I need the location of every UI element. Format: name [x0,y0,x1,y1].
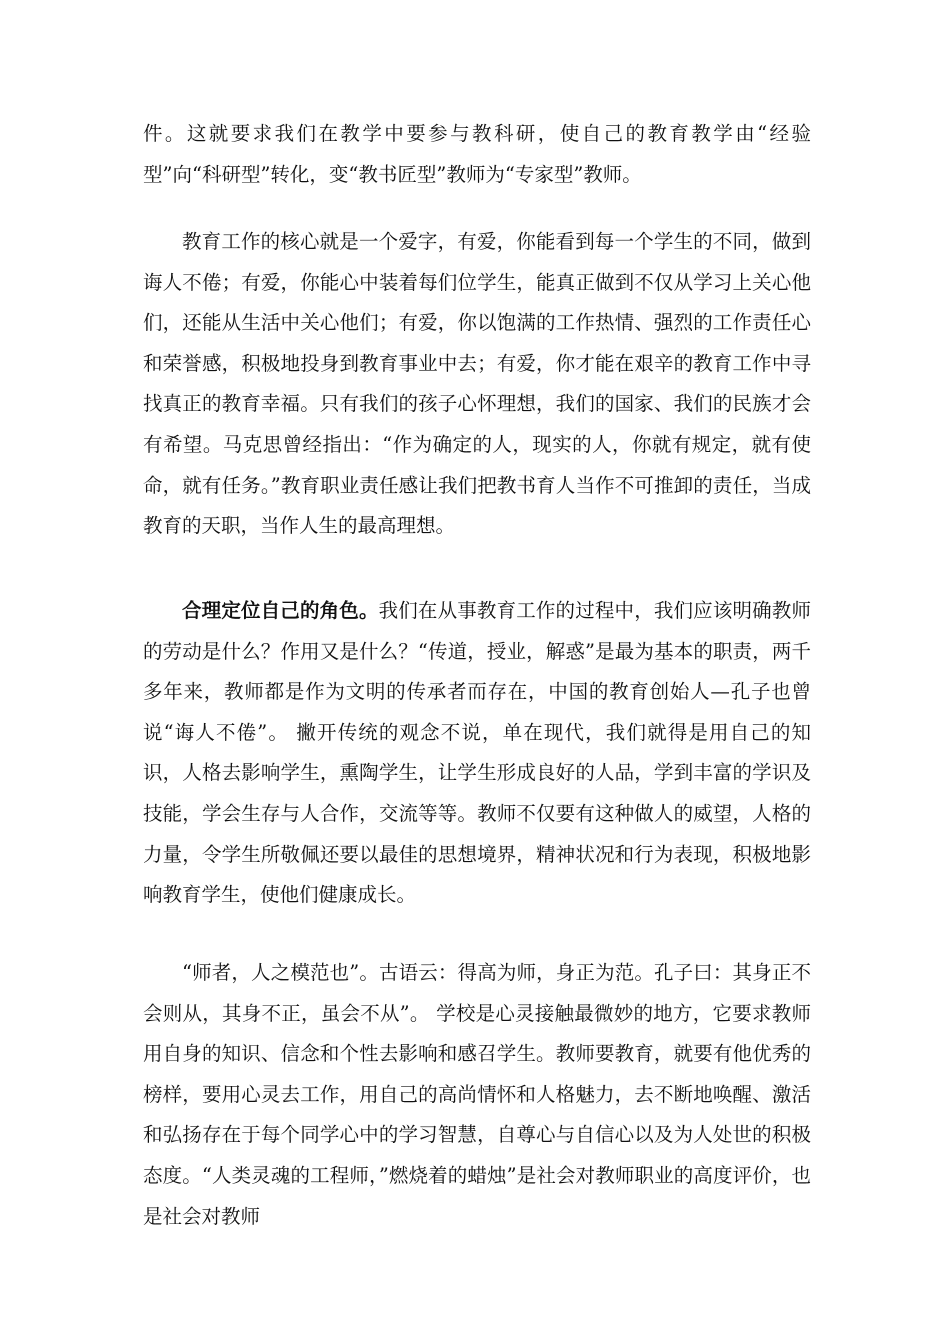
paragraph-continuation [143,114,811,195]
paragraph-text: 我们在从事教育工作的过程中，我们应该明确教师的劳动是什么？作用又是什么？“传道，授业，解惑”是最为基本的职责，两千多年来，教师都是作为文明的传承者而存在，中国的教育创始人—孔子也曾说“诲人不倦”。 撇开传统的观念不说，单在现代，我们就得是用自己的知识，人格去影响学生，熏陶学生，让学生形成良好的人品，学到丰富的学识及技能，学会生存与人合作，交流等等。教师不仅要有这种做人的威望，人格的力量，令学生所敬佩还要以最佳的思想境界，精神状况和行为表现，积极地影响教育学生，使他们健康成长。 [143,599,811,907]
paragraph-teacher-as-model [143,953,811,1237]
paragraph-lead-heading: 合理定位自己的角色。 [182,599,379,622]
paragraph-love-in-education [143,222,811,547]
paragraph-text: 件。这就要求我们在教学中要参与教科研，使自己的教育教学由“经验型”向“科研型”转化，变“教书匠型”教师为“专家型”教师。 [143,122,811,186]
paragraph-role-positioning [143,591,811,916]
paragraph-text: 教育工作的核心就是一个爱字，有爱，你能看到每一个学生的不同，做到诲人不倦；有爱，你能心中装着每们位学生，能真正做到不仅从学习上关心他们，还能从生活中关心他们；有爱，你以饱满的工作热情、强烈的工作责任心和荣誉感，积极地投身到教育事业中去；有爱，你才能在艰辛的教育工作中寻找真正的教育幸福。只有我们的孩子心怀理想，我们的国家、我们的民族才会有希望。马克思曾经指出：“作为确定的人，现实的人，你就有规定，就有使命，就有任务。”教育职业责任感让我们把教书育人当作不可推卸的责任，当成教育的天职，当作人生的最高理想。 [143,230,811,538]
paragraph-text: “师者，人之模范也”。古语云：得高为师，身正为范。孔子曰：其身正不会则从，其身不正，虽会不从”。 学校是心灵接触最微妙的地方，它要求教师用自身的知识、信念和个性去影响和感召学生。教师要教育，就要有他优秀的榜样，要用心灵去工作，用自己的高尚情怀和人格魅力，去不断地唤醒、激活和弘扬存在于每个同学心中的学习智慧，自尊心与自信心以及为人处世的积极态度。“人类灵魂的工程师，”燃烧着的蜡烛”是社会对教师职业的高度评价，也是社会对教师 [143,961,811,1228]
